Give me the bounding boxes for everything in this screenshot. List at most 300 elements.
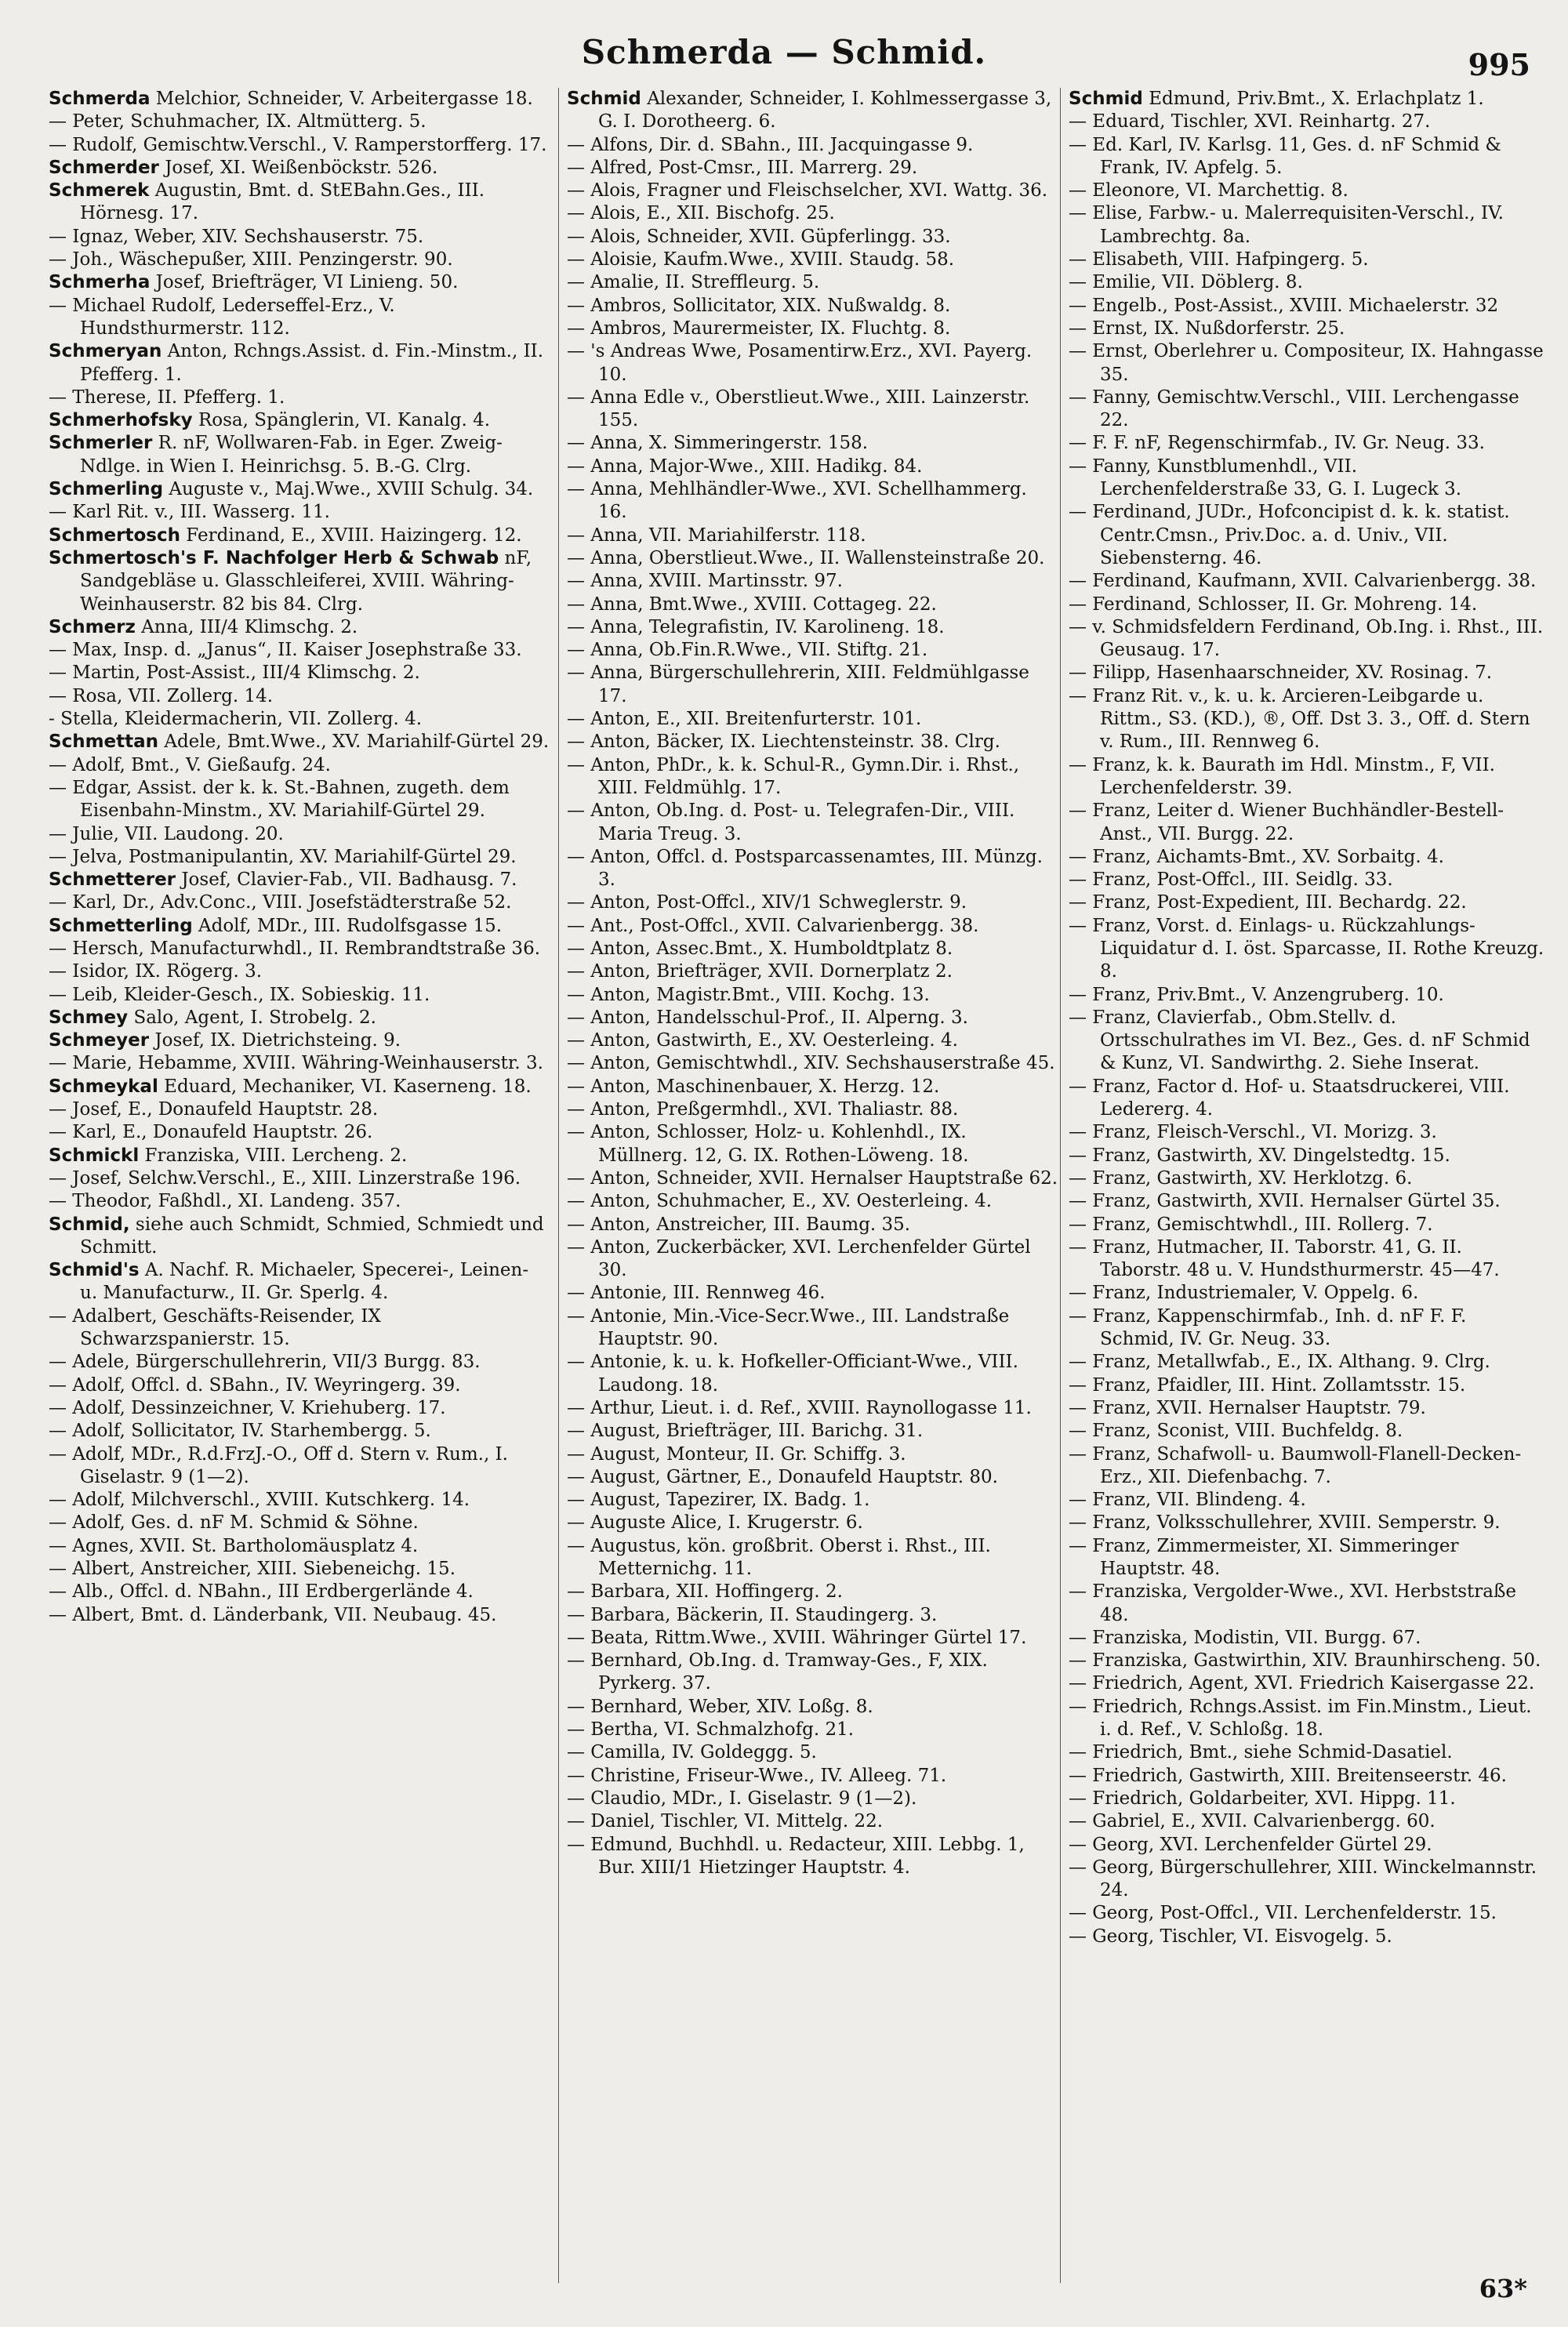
directory-entry <box>1069 1788 1546 1810</box>
directory-entry <box>567 1719 1060 1741</box>
directory-entry <box>567 1236 1060 1283</box>
entry-text: — Anton, Bäcker, IX. Liechtensteinstr. 38. Clrg. <box>567 731 1000 753</box>
directory-entry <box>1069 1374 1546 1397</box>
directory-entry <box>49 1052 550 1075</box>
entry-text: — Antonie, III. Rennweg 46. <box>567 1283 826 1304</box>
directory-entry <box>567 1489 1060 1512</box>
entry-text: - Stella, Kleidermacherin, VII. Zollerg. 4. <box>49 709 423 730</box>
entry-text: — Ernst, IX. Nußdorferstr. 25. <box>1069 318 1345 339</box>
entry-text: — Franz, Priv.Bmt., V. Anzengruberg. 10. <box>1069 984 1444 1005</box>
column-3 <box>1060 88 1546 2283</box>
directory-entry <box>1069 295 1546 318</box>
directory-entry <box>567 1604 1060 1627</box>
directory-entry <box>567 1098 1060 1121</box>
directory-entry <box>1069 1397 1546 1420</box>
directory-entry <box>49 1305 550 1352</box>
entry-text: — Engelb., Post-Assist., XVIII. Michaelerstr. 32 <box>1069 295 1499 316</box>
directory-entry <box>1069 1351 1546 1374</box>
entry-text: — Anton, Post-Offcl., XIV/1 Schweglerstr. 9. <box>567 892 967 913</box>
directory-entry <box>567 1052 1060 1075</box>
directory-entry <box>49 1076 550 1098</box>
directory-entry <box>49 1604 550 1627</box>
entry-text: Augustin, Bmt. d. StEBahn.Ges., III. Hörnesg. 17. <box>80 180 485 224</box>
entry-text: — Anton, Zuckerbäcker, XVI. Lerchenfelder Gürtel 30. <box>567 1236 1031 1281</box>
directory-entry <box>1069 1741 1546 1764</box>
entry-text: — Anton, Gemischtwhdl., XIV. Sechshauserstraße 45. <box>567 1053 1055 1074</box>
directory-entry <box>567 915 1060 938</box>
entry-surname: Schmerek <box>49 180 150 201</box>
entry-text: — Karl, Dr., Adv.Conc., VIII. Josefstädterstraße 52. <box>49 892 512 913</box>
entry-text: — Theodor, Faßhdl., XI. Landeng. 357. <box>49 1191 401 1212</box>
entry-text: — Anton, Schneider, XVII. Hernalser Hauptstraße 62. <box>567 1167 1058 1189</box>
entry-text: — Bernhard, Ob.Ing. d. Tramway-Ges., F, XIX. Pyrkerg. 37. <box>567 1650 988 1694</box>
entry-text: — Eduard, Tischler, XVI. Reinhartg. 27. <box>1069 111 1431 133</box>
directory-entry <box>49 891 550 914</box>
entry-text: — Emilie, VII. Döblerg. 8. <box>1069 272 1303 293</box>
entry-text: Josef, Briefträger, VI Linieng. 50. <box>150 272 459 293</box>
directory-entry <box>49 938 550 960</box>
directory-entry <box>567 1214 1060 1236</box>
directory-entry <box>567 202 1060 225</box>
entry-text: — Franz, Vorst. d. Einlags- u. Rückzahlungs-Liquidatur d. I. öst. Sparcasse, II. Rothe Kreuzg. 8. <box>1069 915 1544 982</box>
directory-entry <box>49 1489 550 1512</box>
directory-entry <box>567 1535 1060 1581</box>
directory-entry <box>1069 456 1546 502</box>
entry-text: — Franz, Gastwirth, XV. Herklotzg. 6. <box>1069 1167 1413 1189</box>
entry-text: Franziska, VIII. Lercheng. 2. <box>139 1145 408 1166</box>
entry-text: R. nF, Wollwaren-Fab. in Eger. Zweig-Ndlge. in Wien I. Heinrichsg. 5. B.-G. Clrg. <box>80 433 503 477</box>
directory-entry <box>567 1650 1060 1696</box>
entry-text: — Franziska, Modistin, VII. Burgg. 67. <box>1069 1627 1421 1648</box>
entry-text: — Anton, Handelsschul-Prof., II. Alperng. 3. <box>567 1007 968 1028</box>
directory-entry <box>49 387 550 409</box>
directory-entry <box>1069 1305 1546 1352</box>
entry-text: — Ernst, Oberlehrer u. Compositeur, IX. Hahngasse 35. <box>1069 341 1544 385</box>
entry-text: — Isidor, IX. Rögerg. 3. <box>49 961 263 982</box>
entry-text: — v. Schmidsfeldern Ferdinand, Ob.Ing. i. Rhst., III. Geusaug. 17. <box>1069 616 1544 661</box>
directory-entry <box>567 754 1060 800</box>
entry-surname: Schmey <box>49 1007 129 1028</box>
entry-text: — Anton, Ob.Ing. d. Post- u. Telegrafen-Dir., VIII. Maria Treug. 3. <box>567 800 1015 844</box>
directory-entry <box>1069 1007 1546 1076</box>
entry-surname: Schmickl <box>49 1145 140 1166</box>
entry-text: — Franz, VII. Blindeng. 4. <box>1069 1490 1306 1511</box>
directory-entry <box>49 1535 550 1558</box>
directory-entry <box>49 1098 550 1121</box>
entry-text: — Anton, Schlosser, Holz- u. Kohlenhdl., IX. Müllnerg. 12, G. IX. Rothen-Löweng. 18. <box>567 1122 969 1166</box>
entry-surname: Schmerha <box>49 272 151 293</box>
entry-surname: Schmerda <box>49 89 151 109</box>
entry-text: — Anton, Briefträger, XVII. Dornerplatz 2. <box>567 961 953 982</box>
entry-text: — Friedrich, Gastwirth, XIII. Breitenseerstr. 46. <box>1069 1765 1507 1786</box>
entry-text: — Franz, Schafwoll- u. Baumwoll-Flanell-Decken-Erz., XII. Diefenbachg. 7. <box>1069 1443 1522 1487</box>
entry-text: Adele, Bmt.Wwe., XV. Mariahilf-Gürtel 29. <box>158 731 550 753</box>
directory-entry <box>1069 1512 1546 1534</box>
directory-entry <box>567 594 1060 616</box>
entry-text: — Auguste Alice, I. Krugerstr. 6. <box>567 1512 863 1534</box>
entry-text: — Anton, PhDr., k. k. Schul-R., Gymn.Dir. i. Rhst., XIII. Feldmühlg. 17. <box>567 754 1020 798</box>
entry-text: — Filipp, Hasenhaarschneider, XV. Rosinag. 7. <box>1069 663 1493 684</box>
directory-entry <box>1069 1696 1546 1742</box>
entry-text: — Franz, Leiter d. Wiener Buchhändler-Bestell-Anst., VII. Burgg. 22. <box>1069 800 1504 844</box>
entry-text: — Georg, Tischler, VI. Eisvogelg. 5. <box>1069 1926 1392 1947</box>
directory-entry <box>1069 180 1546 202</box>
entry-text: Eduard, Mechaniker, VI. Kaserneng. 18. <box>158 1076 532 1097</box>
directory-entry <box>567 1282 1060 1305</box>
entry-text: — Franz, Post-Expedient, III. Bechardg. 22. <box>1069 892 1467 913</box>
directory-entry <box>49 134 550 157</box>
directory-entry <box>567 1741 1060 1764</box>
entry-text: — Fanny, Gemischtw.Verschl., VIII. Lerchengasse 22. <box>1069 387 1519 431</box>
entry-text: siehe auch Schmidt, Schmied, Schmiedt und Schmitt. <box>80 1214 544 1258</box>
directory-entry <box>567 525 1060 547</box>
directory-entry <box>567 984 1060 1007</box>
entry-text: — Edmund, Buchhdl. u. Redacteur, XIII. Lebbg. 1, Bur. XIII/1 Hietzinger Hauptstr. 4. <box>567 1834 1025 1878</box>
page-number: 995 <box>1468 47 1530 82</box>
directory-entry <box>1069 915 1546 984</box>
entry-text: — Ignaz, Weber, XIV. Sechshauserstr. 75. <box>49 226 424 247</box>
entry-text: — Franziska, Vergolder-Wwe., XVI. Herbststraße 48. <box>1069 1581 1516 1625</box>
directory-entry <box>49 869 550 891</box>
directory-entry <box>567 1121 1060 1167</box>
entry-text: — Anna, Ob.Fin.R.Wwe., VII. Stiftg. 21. <box>567 640 928 661</box>
directory-entry <box>1069 318 1546 340</box>
entry-text: — Anna, Oberstlieut.Wwe., II. Wallensteinstraße 20. <box>567 547 1045 568</box>
directory-entry <box>1069 570 1546 593</box>
entry-text: — Bertha, VI. Schmalzhofg. 21. <box>567 1719 855 1741</box>
directory-entry <box>49 1259 550 1305</box>
entry-text: — Anton, Gastwirth, E., XV. Oesterleing. 4. <box>567 1030 958 1051</box>
directory-entry <box>49 823 550 846</box>
directory-entry <box>567 226 1060 249</box>
directory-entry <box>49 1397 550 1420</box>
entry-text: — Ambros, Maurermeister, IX. Fluchtg. 8. <box>567 318 951 339</box>
entry-text: — Alois, E., XII. Bischofg. 25. <box>567 203 835 224</box>
entry-text: — Franz, Factor d. Hof- u. Staatsdruckerei, VIII. Ledererg. 4. <box>1069 1076 1510 1120</box>
directory-entry <box>567 960 1060 983</box>
directory-entry <box>567 1581 1060 1603</box>
entry-surname: Schmerder <box>49 157 159 178</box>
directory-entry <box>49 708 550 731</box>
directory-entry <box>567 340 1060 387</box>
entry-text: nF, Sandgebläse u. Glasschleiferei, XVIII. Währing-Weinhauserstr. 82 bis 84. Clrg. <box>80 547 532 615</box>
entry-text: — Ambros, Sollicitator, XIX. Nußwaldg. 8. <box>567 295 951 316</box>
entry-text: A. Nachf. R. Michaeler, Specerei-, Leinen- u. Manufacturw., II. Gr. Sperlg. 4. <box>80 1260 529 1304</box>
entry-text: — Anton, Schuhmacher, E., XV. Oesterleing. 4. <box>567 1191 993 1212</box>
directory-entry <box>49 1167 550 1190</box>
directory-entry <box>49 1145 550 1167</box>
entry-text: — Antonie, k. u. k. Hofkeller-Officiant-Wwe., VIII. Laudong. 18. <box>567 1352 1018 1396</box>
entry-text: — Anton, Maschinenbauer, X. Herzg. 12. <box>567 1076 940 1097</box>
directory-entry <box>567 295 1060 318</box>
directory-entry <box>1069 754 1546 800</box>
entry-text: — August, Gärtner, E., Donaufeld Hauptstr. 80. <box>567 1466 998 1487</box>
entry-text: — Alb., Offcl. d. NBahn., III Erdbergerlände 4. <box>49 1581 474 1603</box>
directory-entry <box>49 1581 550 1603</box>
entry-text: — Albert, Bmt. d. Länderbank, VII. Neubaug. 45. <box>49 1604 497 1625</box>
entry-text: — Ant., Post-Offcl., XVII. Calvarienbergg. 38. <box>567 915 979 936</box>
directory-entry <box>1069 202 1546 249</box>
directory-entry <box>49 525 550 547</box>
directory-entry <box>567 1167 1060 1190</box>
directory-entry <box>49 639 550 662</box>
entry-text: — Franz, Metallwfab., E., IX. Althang. 9. Clrg. <box>1069 1352 1490 1373</box>
entry-text: — Therese, II. Pfefferg. 1. <box>49 387 285 408</box>
directory-entry <box>1069 134 1546 180</box>
entry-text: — Franz, Industriemaler, V. Oppelg. 6. <box>1069 1283 1419 1304</box>
page-title: Schmerda — Schmid. <box>581 33 987 71</box>
directory-entry <box>1069 387 1546 433</box>
directory-entry <box>49 731 550 753</box>
directory-entry <box>1069 501 1546 570</box>
entry-text: — Adolf, Dessinzeichner, V. Kriehuberg. 17. <box>49 1397 446 1418</box>
entry-text: — Augustus, kön. großbrit. Oberst i. Rhst., III. Metternichg. 11. <box>567 1535 991 1579</box>
directory-entry <box>567 1443 1060 1466</box>
entry-text: — Franz, Aichamts-Bmt., XV. Sorbaitg. 4. <box>1069 846 1444 867</box>
directory-entry <box>567 708 1060 731</box>
entry-text: — Anna, Telegrafistin, IV. Karolineng. 18. <box>567 616 945 637</box>
entry-text: — Michael Rudolf, Lederseffel-Erz., V. Hundsthurmerstr. 112. <box>49 295 395 339</box>
entry-text: — Elisabeth, VIII. Hafpingerg. 5. <box>1069 249 1369 270</box>
entry-text: — Anna, X. Simmeringerstr. 158. <box>567 433 869 454</box>
entry-text: — Franz, Gemischtwhdl., III. Rollerg. 7. <box>1069 1214 1433 1235</box>
entry-text: — Agnes, XVII. St. Bartholomäusplatz 4. <box>49 1535 419 1556</box>
directory-entry <box>567 1627 1060 1650</box>
directory-entry <box>1069 616 1546 663</box>
entry-text: — Edgar, Assist. der k. k. St.-Bahnen, zugeth. dem Eisenbahn-Minstm., XV. Mariahilf-Gürtel 29. <box>49 777 510 822</box>
directory-entry <box>567 478 1060 525</box>
directory-entry <box>567 800 1060 846</box>
directory-entry <box>49 180 550 226</box>
directory-entry <box>567 570 1060 593</box>
directory-entry <box>567 1512 1060 1534</box>
directory-entry <box>567 891 1060 914</box>
directory-entry <box>49 340 550 387</box>
directory-entry <box>567 1305 1060 1352</box>
directory-entry <box>49 88 550 111</box>
directory-entry <box>1069 1627 1546 1650</box>
directory-entry <box>567 662 1060 708</box>
directory-entry <box>49 478 550 501</box>
entry-text: — Beata, Rittm.Wwe., XVIII. Währinger Gürtel 17. <box>567 1627 1027 1648</box>
entry-text: — Franz, Volksschullehrer, XVIII. Semperstr. 9. <box>1069 1512 1501 1534</box>
entry-text: — Anton, Offcl. d. Postsparcassenamtes, III. Münzg. 3. <box>567 846 1043 891</box>
entry-text: — Karl Rit. v., III. Wasserg. 11. <box>49 502 330 523</box>
entry-text: — Friedrich, Bmt., siehe Schmid-Dasatiel. <box>1069 1742 1453 1763</box>
directory-entry <box>1069 1145 1546 1167</box>
entry-text: — Anton, Assec.Bmt., X. Humboldtplatz 8. <box>567 938 953 959</box>
entry-surname: Schmerhofsky <box>49 410 193 431</box>
directory-entry <box>1069 340 1546 387</box>
entry-text: — Franz, k. k. Baurath im Hdl. Minstm., F, VII. Lerchenfelderstr. 39. <box>1069 754 1495 798</box>
entry-text: — Anton, Anstreicher, III. Baumg. 35. <box>567 1214 911 1235</box>
entry-text: — Fanny, Kunstblumenhdl., VII. Lerchenfelderstraße 33, G. I. Lugeck 3. <box>1069 456 1462 500</box>
entry-text: — Adolf, Milchverschl., XVIII. Kutschkerg. 14. <box>49 1490 470 1511</box>
directory-entry <box>1069 1810 1546 1833</box>
entry-text: — Alfons, Dir. d. SBahn., III. Jacquingasse 9. <box>567 134 974 155</box>
entry-text: — Barbara, XII. Hoffingerg. 2. <box>567 1581 843 1603</box>
entry-text: — Friedrich, Agent, XVI. Friedrich Kaisergasse 22. <box>1069 1673 1535 1694</box>
directory-entry <box>49 685 550 708</box>
directory-entry <box>1069 800 1546 846</box>
directory-entry <box>567 1788 1060 1810</box>
entry-text: — Hersch, Manufacturwhdl., II. Rembrandtstraße 36. <box>49 938 541 959</box>
entry-text: — Anna, Bürgerschullehrerin, XIII. Feldmühlgasse 17. <box>567 663 1029 706</box>
entry-text: — Adolf, Bmt., V. Gießaufg. 24. <box>49 754 331 775</box>
entry-text: — Alfred, Post-Cmsr., III. Marrerg. 29. <box>567 157 918 178</box>
entry-surname: Schmid <box>567 89 641 109</box>
directory-entry <box>49 915 550 938</box>
entry-text: Edmund, Priv.Bmt., X. Erlachplatz 1. <box>1142 89 1484 109</box>
directory-entry <box>567 1765 1060 1788</box>
entry-text: Alexander, Schneider, I. Kohlmessergasse 3, G. I. Dorotheerg. 6. <box>598 89 1052 133</box>
entry-text: — Aloisie, Kaufm.Wwe., XVIII. Staudg. 58. <box>567 249 955 270</box>
entry-text: — Franz, Kappenschirmfab., Inh. d. nF F. F. Schmid, IV. Gr. Neug. 33. <box>1069 1305 1467 1350</box>
entry-text: — Franz, Fleisch-Verschl., VI. Morizg. 3. <box>1069 1122 1437 1143</box>
directory-entry <box>49 409 550 432</box>
directory-entry <box>567 432 1060 455</box>
entry-surname: Schmerz <box>49 616 136 637</box>
entry-surname: Schmettan <box>49 731 159 753</box>
entry-text: — F. F. nF, Regenschirmfab., IV. Gr. Neug. 33. <box>1069 433 1485 454</box>
entry-text: — Franziska, Gastwirthin, XIV. Braunhirscheng. 50. <box>1069 1650 1541 1672</box>
entry-surname: Schmerler <box>49 433 153 454</box>
entry-surname: Schmeykal <box>49 1076 158 1097</box>
directory-entry <box>1069 1076 1546 1122</box>
directory-entry <box>49 157 550 180</box>
directory-entry <box>1069 1581 1546 1627</box>
directory-entry <box>49 1512 550 1534</box>
directory-entry <box>567 1397 1060 1420</box>
entry-text: — Ferdinand, JUDr., Hofconcipist d. k. k. statist. Centr.Cmsn., Priv.Doc. a. d. Univ., VII. Siebensterng. 46. <box>1069 502 1510 568</box>
directory-entry <box>567 1190 1060 1213</box>
entry-text: — Anna, XVIII. Martinsstr. 97. <box>567 571 843 592</box>
directory-entry <box>567 616 1060 639</box>
directory-entry <box>567 271 1060 294</box>
directory-entry <box>1069 1420 1546 1443</box>
directory-entry <box>567 1351 1060 1397</box>
entry-surname: Schmid <box>1069 89 1143 109</box>
directory-entry <box>1069 1672 1546 1695</box>
entry-text: — Anton, Preßgermhdl., XVI. Thaliastr. 88. <box>567 1099 959 1120</box>
directory-entry <box>49 754 550 777</box>
column-1 <box>49 88 550 2283</box>
directory-entry <box>567 1029 1060 1052</box>
directory-entry <box>1069 594 1546 616</box>
directory-entry <box>1069 1282 1546 1305</box>
entry-text: — Marie, Hebamme, XVIII. Währing-Weinhauserstr. 3. <box>49 1053 543 1074</box>
entry-text: — Martin, Post-Assist., III/4 Klimschg. 2. <box>49 663 420 684</box>
directory-entry <box>49 1190 550 1213</box>
entry-surname: Schmetterling <box>49 915 193 936</box>
entry-text: — Elise, Farbw.- u. Malerrequisiten-Verschl., IV. Lambrechtg. 8a. <box>1069 203 1504 247</box>
directory-entry <box>49 1121 550 1144</box>
entry-text: — Anton, E., XII. Breitenfurterstr. 101. <box>567 709 922 730</box>
directory-entry <box>49 984 550 1007</box>
directory-entry <box>1069 984 1546 1007</box>
directory-entry <box>49 1351 550 1374</box>
entry-text: — Adolf, MDr., R.d.FrzJ.-O., Off d. Stern v. Rum., I. Giselastr. 9 (1—2). <box>49 1443 508 1487</box>
directory-entry <box>49 249 550 271</box>
directory-entry <box>49 1443 550 1490</box>
directory-entry <box>567 318 1060 340</box>
directory-entry <box>567 938 1060 960</box>
entry-text: — Anna Edle v., Oberstlieut.Wwe., XIII. Lainzerstr. 155. <box>567 387 1030 431</box>
entry-text: — Franz, Hutmacher, II. Taborstr. 41, G. II. Taborstr. 48 u. V. Hundsthurmerstr. 45—47. <box>1069 1236 1500 1281</box>
entry-text: — Julie, VII. Laudong. 20. <box>49 823 284 844</box>
directory-entry <box>49 777 550 823</box>
entry-text: Rosa, Spänglerin, VI. Kanalg. 4. <box>192 410 491 431</box>
directory-entry <box>1069 1650 1546 1672</box>
entry-text: — August, Monteur, II. Gr. Schiffg. 3. <box>567 1443 906 1465</box>
entry-text: — Antonie, Min.-Vice-Secr.Wwe., III. Landstraße Hauptstr. 90. <box>567 1305 1010 1350</box>
entry-text: — August, Briefträger, III. Barichg. 31. <box>567 1421 924 1442</box>
entry-text: Ferdinand, E., XVIII. Haizingerg. 12. <box>180 525 522 546</box>
directory-entry <box>1069 1214 1546 1236</box>
directory-entry <box>1069 846 1546 869</box>
directory-entry <box>567 1076 1060 1098</box>
directory-entry <box>567 731 1060 753</box>
directory-entry <box>49 271 550 294</box>
entry-text: — Adalbert, Geschäfts-Reisender, IX Schwarzspanierstr. 15. <box>49 1305 381 1350</box>
directory-entry <box>1069 1857 1546 1903</box>
entry-text: — Daniel, Tischler, VI. Mittelg. 22. <box>567 1811 884 1832</box>
entry-text: — Jelva, Postmanipulantin, XV. Mariahilf-Gürtel 29. <box>49 846 517 867</box>
directory-entry <box>1069 1190 1546 1213</box>
directory-entry <box>1069 249 1546 271</box>
directory-entry <box>567 1007 1060 1029</box>
entry-surname: Schmid's <box>49 1260 140 1281</box>
entry-surname: Schmid, <box>49 1214 130 1235</box>
directory-entry <box>567 1466 1060 1489</box>
directory-entry <box>49 295 550 341</box>
entry-text: — Adolf, Sollicitator, IV. Starhembergg. 5. <box>49 1421 431 1442</box>
entry-text: Melchior, Schneider, V. Arbeitergasse 18. <box>150 89 533 109</box>
directory-entry <box>49 662 550 684</box>
directory-entry <box>1069 271 1546 294</box>
entry-text: — Rudolf, Gemischtw.Verschl., V. Ramperstorfferg. 17. <box>49 134 547 155</box>
entry-text: — Camilla, IV. Goldeggg. 5. <box>567 1742 817 1763</box>
directory-entry <box>1069 1535 1546 1581</box>
column-2 <box>558 88 1060 2283</box>
entry-text: — Franz, XVII. Hernalser Hauptstr. 79. <box>1069 1397 1426 1418</box>
entry-text: Josef, IX. Dietrichsteing. 9. <box>149 1030 401 1051</box>
directory-entry <box>49 226 550 249</box>
directory-entry <box>1069 869 1546 891</box>
entry-text: — Franz, Sconist, VIII. Buchfeldg. 8. <box>1069 1421 1403 1442</box>
entry-surname: Schmerling <box>49 479 164 500</box>
directory-entry <box>1069 1926 1546 1948</box>
directory-entry <box>567 157 1060 180</box>
entry-surname: Schmetterer <box>49 869 176 891</box>
entry-text: — Anna, Bmt.Wwe., XVIII. Cottageg. 22. <box>567 594 937 615</box>
entry-text: — Franz, Gastwirth, XVII. Hernalser Gürtel 35. <box>1069 1191 1501 1212</box>
directory-entry <box>567 639 1060 662</box>
entry-surname: Schmeyer <box>49 1030 150 1051</box>
entry-text: — Adolf, Offcl. d. SBahn., IV. Weyringerg. 39. <box>49 1374 461 1396</box>
directory-entry <box>1069 1765 1546 1788</box>
entry-text: — Eleonore, VI. Marchettig. 8. <box>1069 180 1348 201</box>
directory-entry <box>567 88 1060 134</box>
entry-text: — Peter, Schuhmacher, IX. Altmütterg. 5. <box>49 111 426 133</box>
directory-entry <box>1069 1834 1546 1857</box>
directory-entry <box>1069 1489 1546 1512</box>
entry-text: Adolf, MDr., III. Rudolfsgasse 15. <box>192 915 503 936</box>
directory-entry <box>567 846 1060 892</box>
directory-entry <box>49 1029 550 1052</box>
entry-text: — Franz, Clavierfab., Obm.Stellv. d. Ortsschulrathes im VI. Bez., Ges. d. nF Schmid & Kunz, VI. Sandwirthg. 2. Siehe Inserat. <box>1069 1007 1530 1074</box>
directory-entry <box>567 134 1060 157</box>
